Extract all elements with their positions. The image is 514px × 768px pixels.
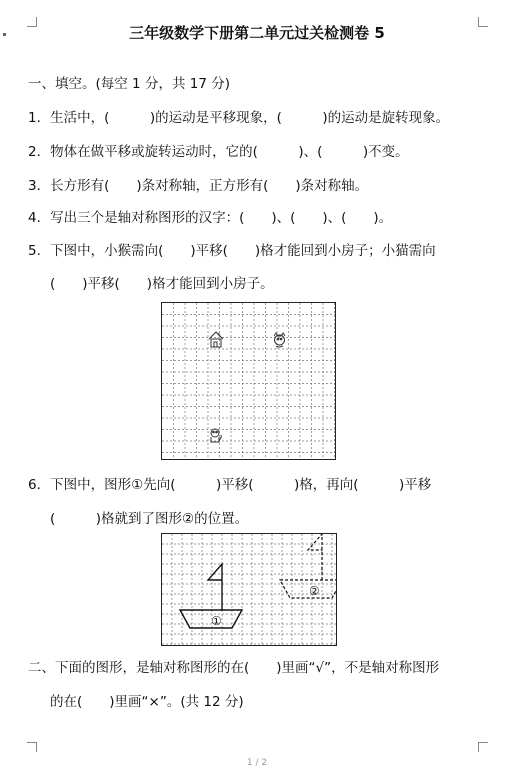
question-2: 2．物体在做平移或旋转运动时，它的( )、( )不变。 (28, 144, 409, 160)
page-title: 三年级数学下册第二单元过关检测卷 5 (129, 24, 385, 42)
shape-2-boat (280, 534, 336, 598)
house-icon (209, 332, 223, 347)
grid-q6-svg (162, 534, 336, 645)
cat-icon (274, 333, 285, 347)
section2-line2: 的在( )里画“×”。(共 12 分) (50, 694, 244, 710)
question-5-line1: 5．下图中，小猴需向( )平移( )格才能回到小房子；小猫需向 (28, 243, 436, 259)
question-6-line1: 6．下图中，图形①先向( )平移( )格，再向( )平移 (28, 477, 432, 493)
shape-2-label: ② (309, 584, 320, 598)
grid-figure-q5 (161, 302, 336, 460)
grid-q5-svg (162, 303, 335, 459)
question-1: 1．生活中，( )的运动是平移现象，( )的运动是旋转现象。 (28, 110, 450, 126)
question-5-line2: ( )平移( )格才能回到小房子。 (50, 276, 274, 292)
section1-heading: 一、填空。(每空 1 分，共 17 分) (28, 76, 230, 92)
question-4: 4．写出三个是轴对称图形的汉字：( )、( )、( )。 (28, 210, 393, 226)
corner-mark-bottom-right (478, 742, 488, 752)
grid-figure-q6 (161, 533, 337, 646)
page-footer: 1 / 2 (246, 758, 268, 768)
question-6-line2: ( )格就到了图形②的位置。 (50, 511, 249, 527)
section2-line1: 二、下面的图形，是轴对称图形的在( )里画“√”，不是轴对称图形 (28, 660, 440, 676)
shape-1-label: ① (211, 614, 222, 628)
corner-mark-bottom-left (27, 742, 37, 752)
question-3: 3．长方形有( )条对称轴，正方形有( )条对称轴。 (28, 178, 369, 194)
